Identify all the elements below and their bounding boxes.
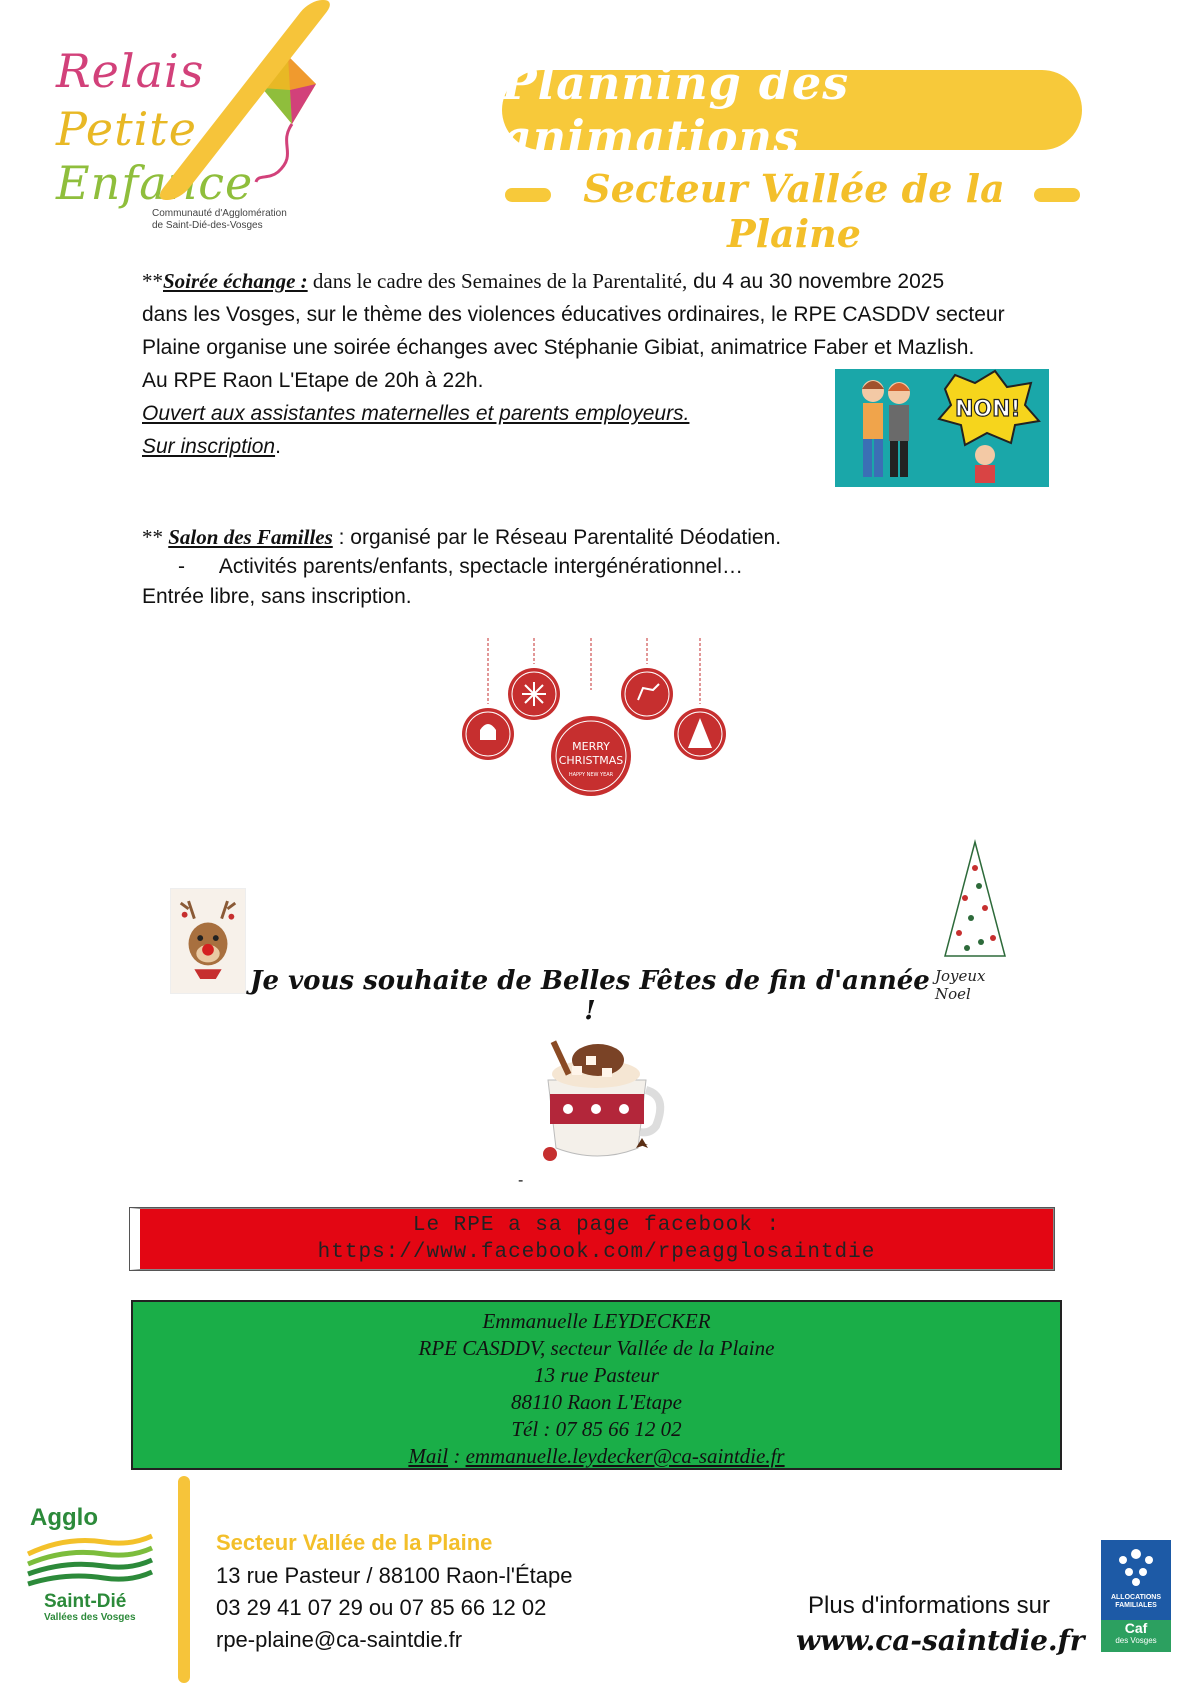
joyeux-noel-tree-image	[935, 838, 1015, 1003]
page-title-banner	[502, 56, 1082, 164]
agglo-saint-die-logo	[26, 1504, 156, 1624]
contact-name: Emmanuelle LEYDECKER	[482, 1309, 711, 1333]
footer-address: 13 rue Pasteur / 88100 Raon-l'Étape	[216, 1563, 573, 1588]
contact-mail-sep: :	[448, 1444, 466, 1468]
footer-phones: 03 29 41 07 29 ou 07 85 66 12 02	[216, 1595, 547, 1620]
caf-logo	[1101, 1540, 1171, 1652]
agglo-logo-top: Agglo	[30, 1504, 98, 1531]
rpe-logo	[52, 44, 322, 244]
season-greetings: Je vous souhaite de Belles Fêtes de fin d'année !	[250, 966, 930, 1026]
footer-sector: Secteur Vallée de la Plaine	[216, 1530, 493, 1555]
soiree-line-2: dans les Vosges, sur le thème des violences éducatives ordinaires, le RPE CASDDV secteur	[142, 303, 1005, 326]
soiree-line-3: Plaine organise une soirée échanges avec Stéphanie Gibiat, animatrice Faber et Mazlish.	[142, 336, 975, 359]
caf-name: Caf	[1124, 1620, 1148, 1636]
website-link[interactable]: www.ca-saintdie.fr	[796, 1624, 1085, 1657]
contact-box	[131, 1300, 1062, 1470]
title-dash-left	[505, 188, 551, 202]
facebook-notice	[130, 1208, 1054, 1270]
footer-email[interactable]: rpe-plaine@ca-saintdie.fr	[216, 1627, 463, 1652]
salon-heading-line	[142, 521, 1022, 554]
page-title: Planning des animations	[502, 56, 850, 164]
non-text: NON!	[955, 397, 1021, 422]
salon-entry: Entrée libre, sans inscription.	[142, 585, 412, 608]
ornament-text-newyear: HAPPY NEW YEAR	[568, 772, 614, 778]
separator-dash: -	[518, 1172, 524, 1189]
ornament-text-merry: MERRY	[572, 740, 610, 753]
logo-word-petite: Petite	[56, 102, 198, 156]
footer-stripe	[178, 1476, 190, 1683]
soiree-intro: dans le cadre des Semaines de la Parentalité,	[307, 269, 688, 293]
contact-phone: Tél : 07 85 66 12 02	[511, 1417, 682, 1441]
contact-org: RPE CASDDV, secteur Vallée de la Plaine	[418, 1336, 775, 1360]
salon-activities: Activités parents/enfants, spectacle intergénérationnel…	[218, 555, 743, 578]
contact-mail-label: Mail	[408, 1444, 449, 1468]
contact-city: 88110 Raon L'Etape	[511, 1390, 682, 1414]
reindeer-image	[170, 888, 246, 994]
logo-word-relais: Relais	[56, 44, 205, 98]
soiree-period: .	[275, 435, 281, 458]
logo-sub-line1: Communauté d'Agglomération	[152, 208, 287, 219]
salon-organizer: : organisé par le Réseau Parentalité Déodatien.	[332, 526, 782, 549]
caf-logo-top	[1101, 1540, 1171, 1620]
soiree-stars: **	[142, 269, 163, 293]
more-info-label: Plus d'informations sur	[808, 1592, 1051, 1619]
caf-line-2: FAMILIALES	[1115, 1602, 1157, 1609]
agglo-logo-bottom: Saint-Dié	[44, 1591, 127, 1612]
agglo-waves-icon	[26, 1532, 156, 1590]
hot-chocolate-mug-image	[528, 1036, 668, 1176]
soiree-label: Soirée échange :	[163, 269, 308, 293]
caf-logo-bottom	[1101, 1620, 1171, 1652]
caf-text	[1101, 1594, 1171, 1610]
ornament-text-christmas: CHRISTMAS	[558, 754, 624, 767]
non-illustration	[835, 369, 1049, 487]
title-dash-right	[1034, 188, 1080, 202]
salon-label: Salon des Familles	[168, 525, 333, 549]
salon-stars: **	[142, 525, 169, 549]
contact-mail-line	[133, 1443, 1060, 1470]
bullet-dash: -	[178, 555, 185, 578]
caf-line-1: ALLOCATIONS	[1110, 1594, 1162, 1601]
christmas-ornaments-image	[455, 638, 735, 803]
salon-bullet	[178, 552, 743, 582]
caf-sub: des Vosges	[1115, 1636, 1157, 1645]
logo-word-enfance: Enfance	[56, 156, 254, 210]
contact-mail-link[interactable]: emmanuelle.leydecker@ca-saintdie.fr	[465, 1444, 785, 1468]
facebook-line-1: Le RPE a sa page facebook :	[412, 1214, 781, 1237]
sector-title: Secteur Vallée de la Plaine	[583, 166, 1005, 256]
tree-caption: Joyeux Noel	[935, 967, 986, 1003]
soiree-line-1	[142, 265, 1022, 298]
agglo-logo-sub: Vallées des Vosges	[44, 1612, 136, 1623]
soiree-registration[interactable]: Sur inscription	[142, 435, 276, 458]
contact-street: 13 rue Pasteur	[534, 1363, 659, 1387]
soiree-audience: Ouvert aux assistantes maternelles et parents employeurs.	[142, 402, 690, 425]
logo-sub-line2: de Saint-Dié-des-Vosges	[152, 220, 263, 231]
caf-family-icon	[1101, 1540, 1171, 1592]
facebook-link[interactable]: https://www.facebook.com/rpeagglosaintdie	[317, 1241, 876, 1264]
soiree-dates: du 4 au 30 novembre 2025	[687, 270, 945, 293]
logo-subtitle	[152, 208, 287, 232]
soiree-line-4: Au RPE Raon L'Etape de 20h à 22h.	[142, 369, 484, 392]
